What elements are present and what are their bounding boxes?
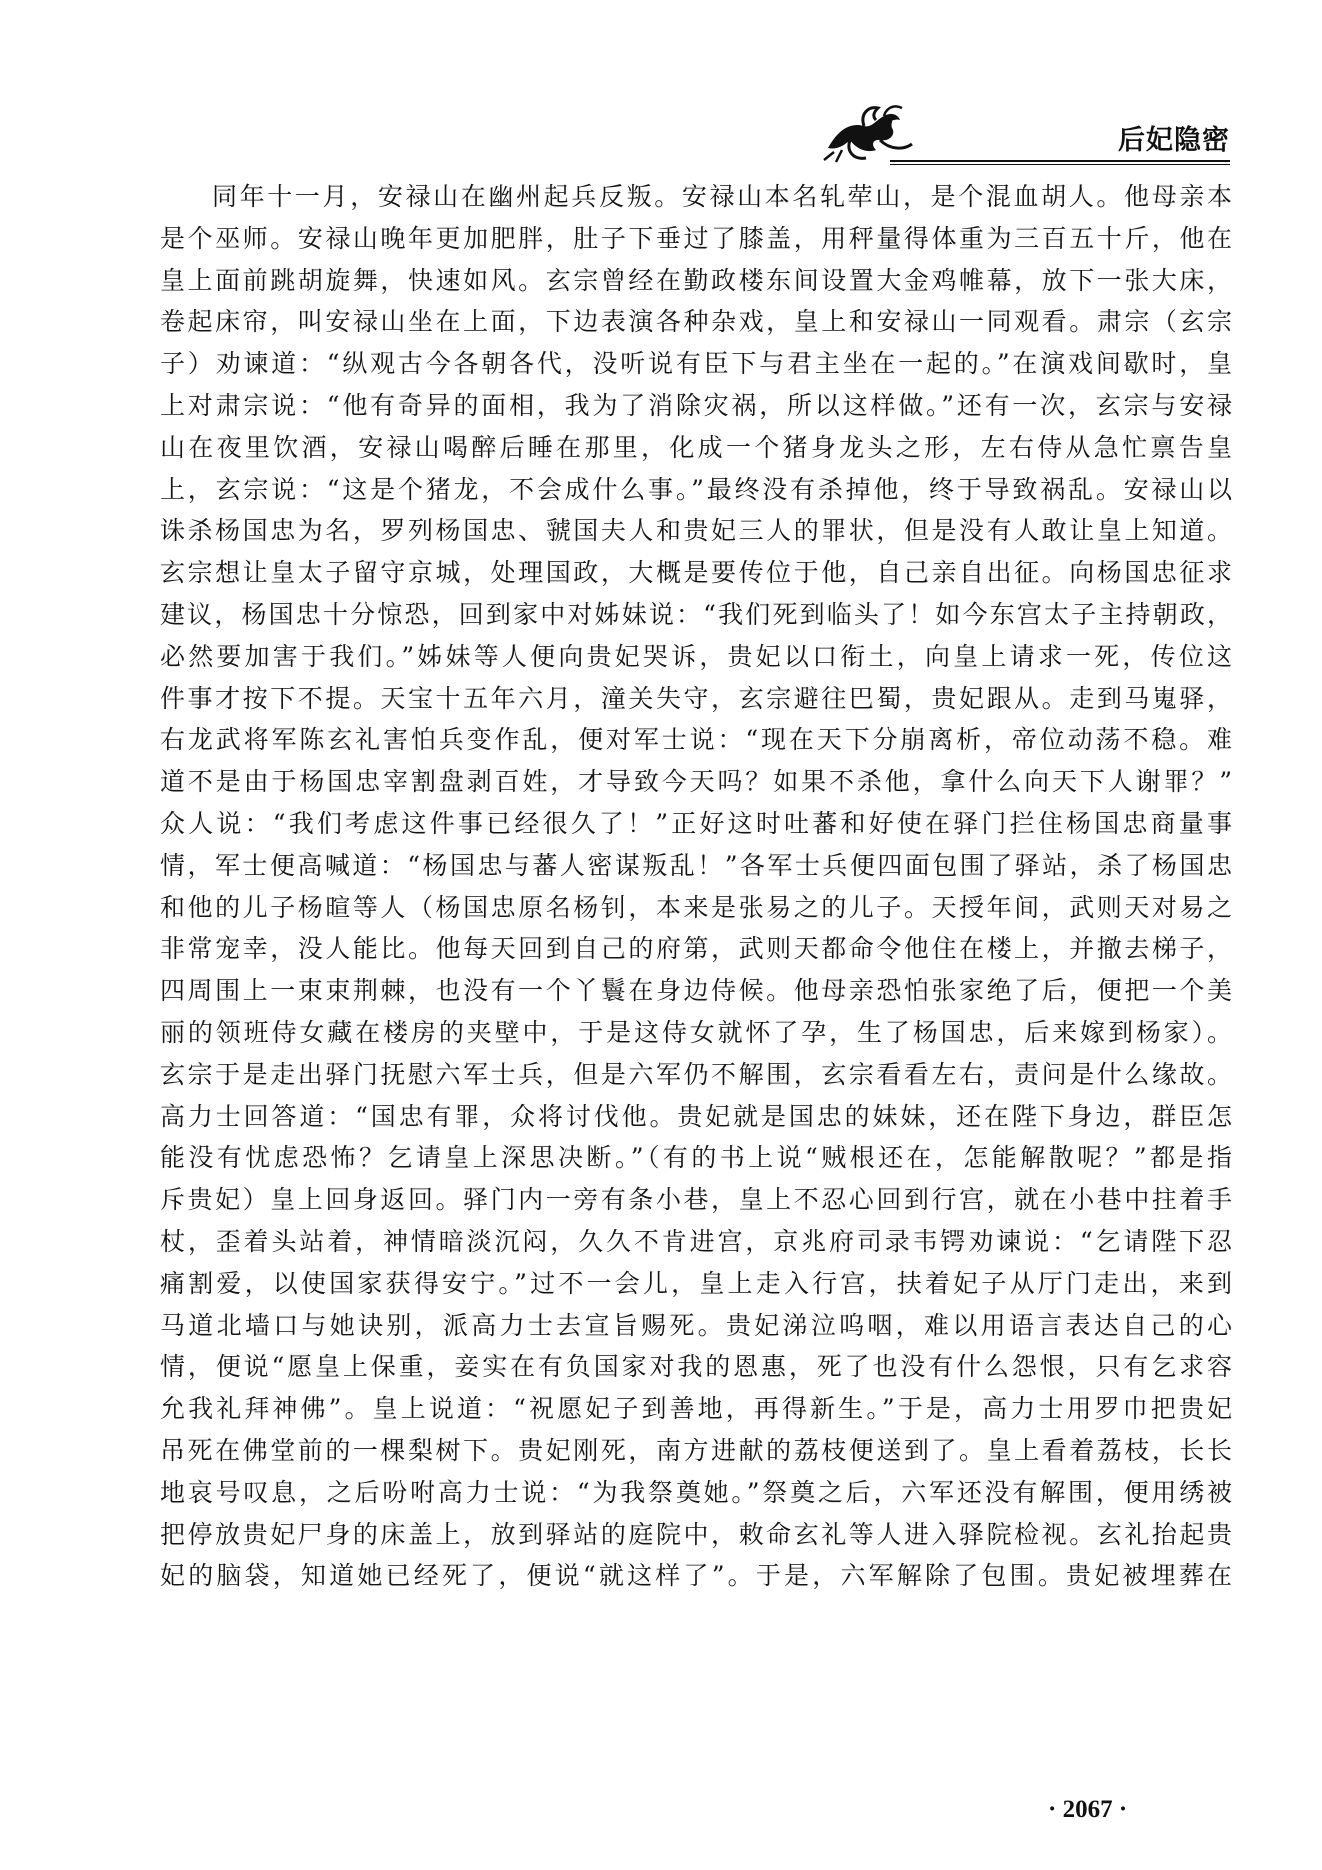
text-line: 允我礼拜神佛”。皇上说道：“祝愿妃子到善地，再得新生。”于是，高力士用罗巾把贵妃	[160, 1394, 1232, 1424]
text-line: 道不是由于杨国忠宰割盘剥百姓，才导致今天吗？如果不杀他，拿什么向天下人谢罪？”	[160, 767, 1232, 797]
text-line: 高力士回答道：“国忠有罪，众将讨伐他。贵妃就是国忠的妹妹，还在陛下身边，群臣怎	[160, 1101, 1232, 1131]
body-paragraph	[160, 176, 1232, 1597]
text-line: 玄宗于是走出驿门抚慰六军士兵，但是六军仍不解围，玄宗看看左右，责问是什么缘故。	[160, 1059, 1232, 1089]
text-line: 同年十一月，安禄山在幽州起兵反叛。安禄山本名轧荦山，是个混血胡人。他母亲本	[212, 182, 1232, 211]
text-line: 把停放贵妃尸身的床盖上，放到驿站的庭院中，敕命玄礼等人进入驿院检视。玄礼抬起贵	[160, 1519, 1232, 1549]
text-line: 四周围上一束束荆棘，也没有一个丫鬟在身边侍候。他母亲恐怕张家绝了后，便把一个美	[160, 976, 1232, 1006]
text-line: 玄宗想让皇太子留守京城，处理国政，大概是要传位于他，自己亲自出征。向杨国忠征求	[160, 558, 1232, 588]
text-line: 地哀号叹息，之后吩咐高力士说：“为我祭奠她。”祭奠之后，六军还没有解围，便用绣被	[160, 1477, 1232, 1507]
text-line: 斥贵妃）皇上回身返回。驿门内一旁有条小巷，皇上不忍心回到行宫，就在小巷中拄着手	[160, 1185, 1232, 1215]
text-line: 能没有忧虑恐怖？乞请皇上深思决断。”（有的书上说“贼根还在，怎能解散呢？”都是指	[160, 1143, 1232, 1173]
text-line: 是个巫师。安禄山晚年更加肥胖，肚子下垂过了膝盖，用秤量得体重为三百五十斤，他在	[160, 223, 1232, 253]
text-line: 右龙武将军陈玄礼害怕兵变作乱，便对军士说：“现在天下分崩离析，帝位动荡不稳。难	[160, 725, 1232, 755]
header-rule-thin	[890, 164, 1230, 165]
text-line: 马道北墙口与她诀别，派高力士去宣旨赐死。贵妃涕泣呜咽，难以用语言表达自己的心	[160, 1310, 1232, 1340]
text-line: 杖，歪着头站着，神情暗淡沉闷，久久不肯进宫，京兆府司录韦锷劝谏说：“乞请陛下忍	[160, 1226, 1232, 1256]
text-line: 上对肃宗说：“他有奇异的面相，我为了消除灾祸，所以这样做。”还有一次，玄宗与安禄	[160, 390, 1232, 420]
section-title: 后妃隐密	[1118, 125, 1230, 156]
text-line: 子）劝谏道：“纵观古今各朝各代，没听说有臣下与君主坐在一起的。”在演戏间歇时，皇	[160, 349, 1232, 379]
header-rule	[890, 160, 1230, 162]
text-line: 上，玄宗说：“这是个猪龙，不会成什么事。”最终没有杀掉他，终于导致祸乱。安禄山以	[160, 474, 1232, 504]
text-line: 建议，杨国忠十分惊恐，回到家中对姊妹说：“我们死到临头了！如今东宫太子主持朝政，	[160, 599, 1232, 629]
text-line: 情，便说“愿皇上保重，妾实在有负国家对我的恩惠，死了也没有什么怨恨，只有乞求容	[160, 1352, 1232, 1382]
text-line: 卷起床帘，叫安禄山坐在上面，下边表演各种杂戏，皇上和安禄山一同观看。肃宗（玄宗	[160, 307, 1232, 337]
text-line: 众人说：“我们考虑这件事已经很久了！”正好这时吐蕃和好使在驿门拦住杨国忠商量事	[160, 808, 1232, 838]
text-line: 吊死在佛堂前的一棵梨树下。贵妃刚死，南方进献的荔枝便送到了。皇上看着荔枝，长长	[160, 1435, 1232, 1465]
text-line: 非常宠幸，没人能比。他每天回到自己的府第，武则天都命令他住在楼上，并撤去梯子，	[160, 934, 1232, 964]
text-line: 皇上面前跳胡旋舞，快速如风。玄宗曾经在勤政楼东间设置大金鸡帷幕，放下一张大床，	[160, 265, 1232, 295]
text-line: 痛割爱，以使国家获得安宁。”过不一会儿，皇上走入行宫，扶着妃子从厅门走出，来到	[160, 1268, 1232, 1298]
text-line: 必然要加害于我们。”姊妹等人便向贵妃哭诉，贵妃以口衔土，向皇上请求一死，传位这	[160, 641, 1232, 671]
text-line: 和他的儿子杨暄等人（杨国忠原名杨钊，本来是张易之的儿子。天授年间，武则天对易之	[160, 892, 1232, 922]
text-line: 情，军士便高喊道：“杨国忠与蕃人密谋叛乱！”各军士兵便四面包围了驿站，杀了杨国忠	[160, 850, 1232, 880]
page-number: · 2067 ·	[1048, 1796, 1128, 1823]
running-header	[820, 100, 1230, 166]
text-line: 妃的脑袋，知道她已经死了，便说“就这样了”。于是，六军解除了包围。贵妃被埋葬在	[160, 1561, 1232, 1591]
text-line: 丽的领班侍女藏在楼房的夹壁中，于是这侍女就怀了孕，生了杨国忠，后来嫁到杨家）。	[160, 1017, 1232, 1047]
text-line: 诛杀杨国忠为名，罗列杨国忠、虢国夫人和贵妃三人的罪状，但是没有人敢让皇上知道。	[160, 516, 1232, 546]
dragon-emblem-icon	[820, 100, 920, 166]
text-line: 山在夜里饮酒，安禄山喝醉后睡在那里，化成一个猪身龙头之形，左右侍从急忙禀告皇	[160, 432, 1232, 462]
text-line: 件事才按下不提。天宝十五年六月，潼关失守，玄宗避往巴蜀，贵妃跟从。走到马嵬驿，	[160, 683, 1232, 713]
